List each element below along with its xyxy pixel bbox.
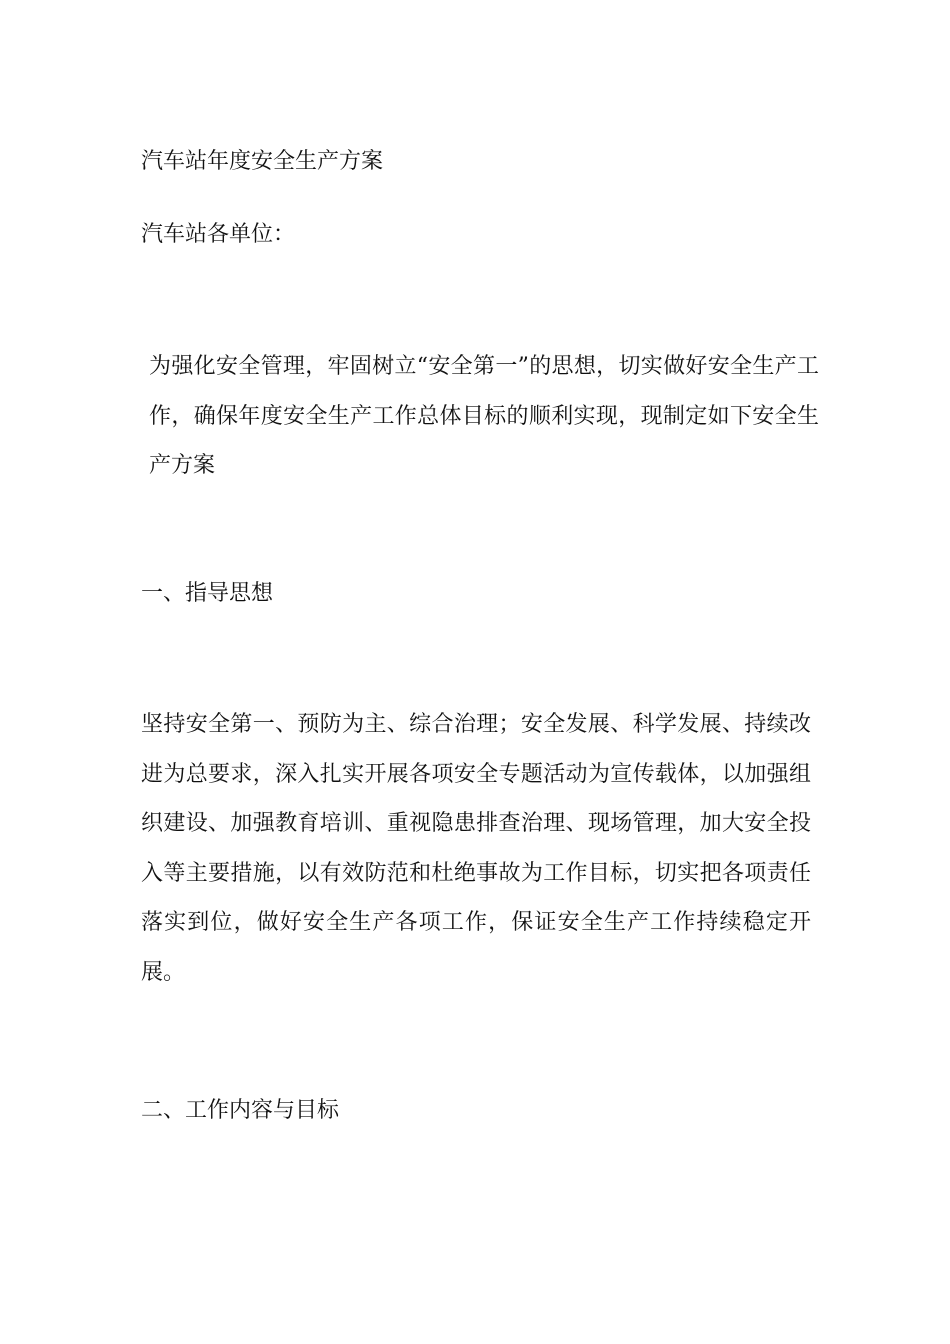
section-heading-guiding-thought: 一、指导思想 (141, 581, 274, 606)
section-heading-work-content: 二、工作内容与目标 (141, 1098, 340, 1123)
guiding-thought-paragraph: 坚持安全第一、预防为主、综合治理；安全发展、科学发展、持续改进为总要求，深入扎实开展各项安全专题活动为宣传载体，以加强组织建设、加强教育培训、重视隐患排查治理、现场管理，加大安全投入等主要措施，以有效防范和杜绝事故为工作目标，切实把各项责任落实到位，做好安全生产各项工作，保证安全生产工作持续稳定开展。 (141, 712, 811, 985)
salutation: 汽车站各单位： (141, 222, 296, 247)
document-title: 汽车站年度安全生产方案 (141, 149, 384, 174)
intro-paragraph: 为强化安全管理，牢固树立“安全第一”的思想，切实做好安全生产工作，确保年度安全生产工作总体目标的顺利实现，现制定如下安全生产方案 (149, 354, 819, 478)
